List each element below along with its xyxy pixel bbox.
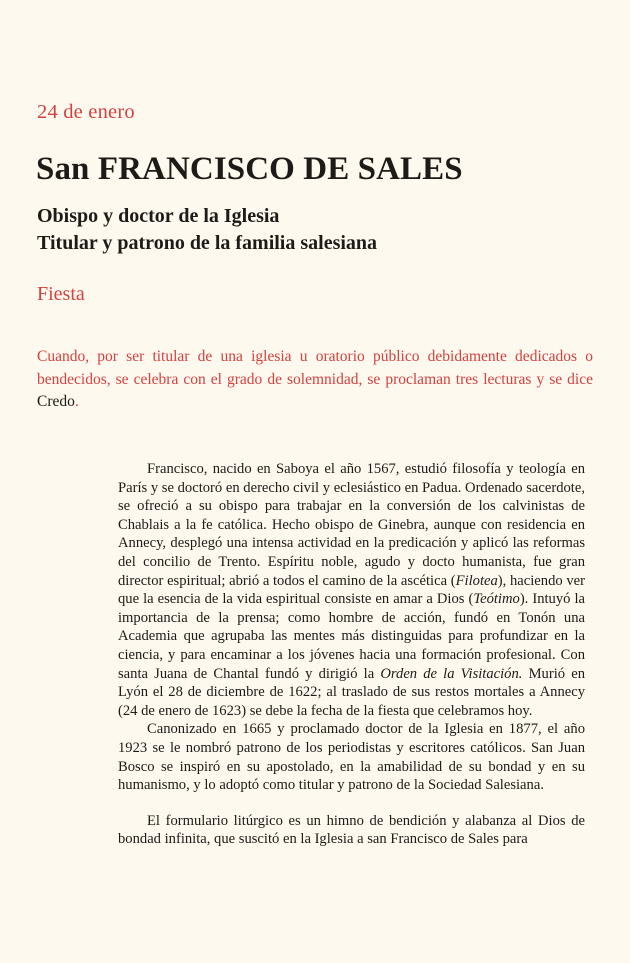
liturgical-rank: Fiesta [37, 283, 85, 305]
book-title-filotea: Filotea [455, 572, 498, 589]
saint-subtitle [37, 203, 377, 257]
book-title-teotimo: Teótimo [473, 591, 520, 608]
bio-p1-part-b: ), haciendo ver que la esencia de la vida espiritual consiste en amar a Dios ( [118, 572, 585, 608]
rubric-text: Cuando, por ser titular de una iglesia u oratorio público debidamente dedicados o bendecidos, se celebra con el grado de solemnidad, se proclaman tres lecturas y se dice [37, 348, 593, 388]
biography-text [118, 460, 585, 849]
saint-title: San FRANCISCO DE SALES [36, 151, 463, 187]
rubric-credo: Credo [37, 393, 75, 410]
bio-p1-part-a: Francisco, nacido en Saboya el año 1567, estudió filosofía y teología en París y se doctoró en derecho civil y eclesiástico en Padua. Ordenado sacerdote, se ofreció a su obispo para trabajar en la conversión de los calvinistas de Chablais a la fe católica. Hecho obispo de Ginebra, aunque con residencia en Annecy, desplegó una intensa actividad en la predicación y aplicó las reformas del concilio de Trento. Espíritu noble, agudo y docto humanista, fue gran director espiritual; abrió a todos el camino de la ascética ( [118, 461, 585, 589]
biography-paragraph-3: El formulario litúrgico es un himno de bendición y alabanza al Dios de bondad infinita, que suscitó en la Iglesia a san Francisco de Sales para [118, 812, 585, 848]
biography-paragraph-2: Canonizado en 1665 y proclamado doctor de la Iglesia en 1877, el año 1923 se le nombró patrono de los periodistas y escritores católicos. San Juan Bosco se inspiró en su apostolado, en la amabilidad de su bondad y en su humanismo, y lo adoptó como titular y patrono de la Sociedad Salesiana. [118, 721, 585, 794]
biography-paragraph-1 [118, 460, 585, 720]
bio-p1-part-c: ). Intuyó la importancia de la prensa; como hombre de acción, fundó en Tonón una Academia que agrupaba las mentes más distinguidas para profundizar en la ciencia, y para encaminar a los jóvenes hacia una formación profesional. Con santa Juana de Chantal fundó y dirigió la [118, 591, 585, 682]
subtitle-line-1: Obispo y doctor de la Iglesia [37, 205, 280, 227]
feast-date: 24 de enero [37, 101, 135, 123]
bio-p1-part-d: Murió en Lyón el 28 de diciembre de 1622; al traslado de sus restos mortales a Annecy (24 de enero de 1623) se debe la fecha de la fiesta que celebramos hoy. [118, 665, 585, 719]
subtitle-line-2: Titular y patrono de la familia salesiana [37, 232, 378, 254]
rubric-paragraph [37, 346, 593, 414]
order-name: Orden de la Visitación. [380, 665, 523, 682]
rubric-end: . [74, 393, 79, 410]
